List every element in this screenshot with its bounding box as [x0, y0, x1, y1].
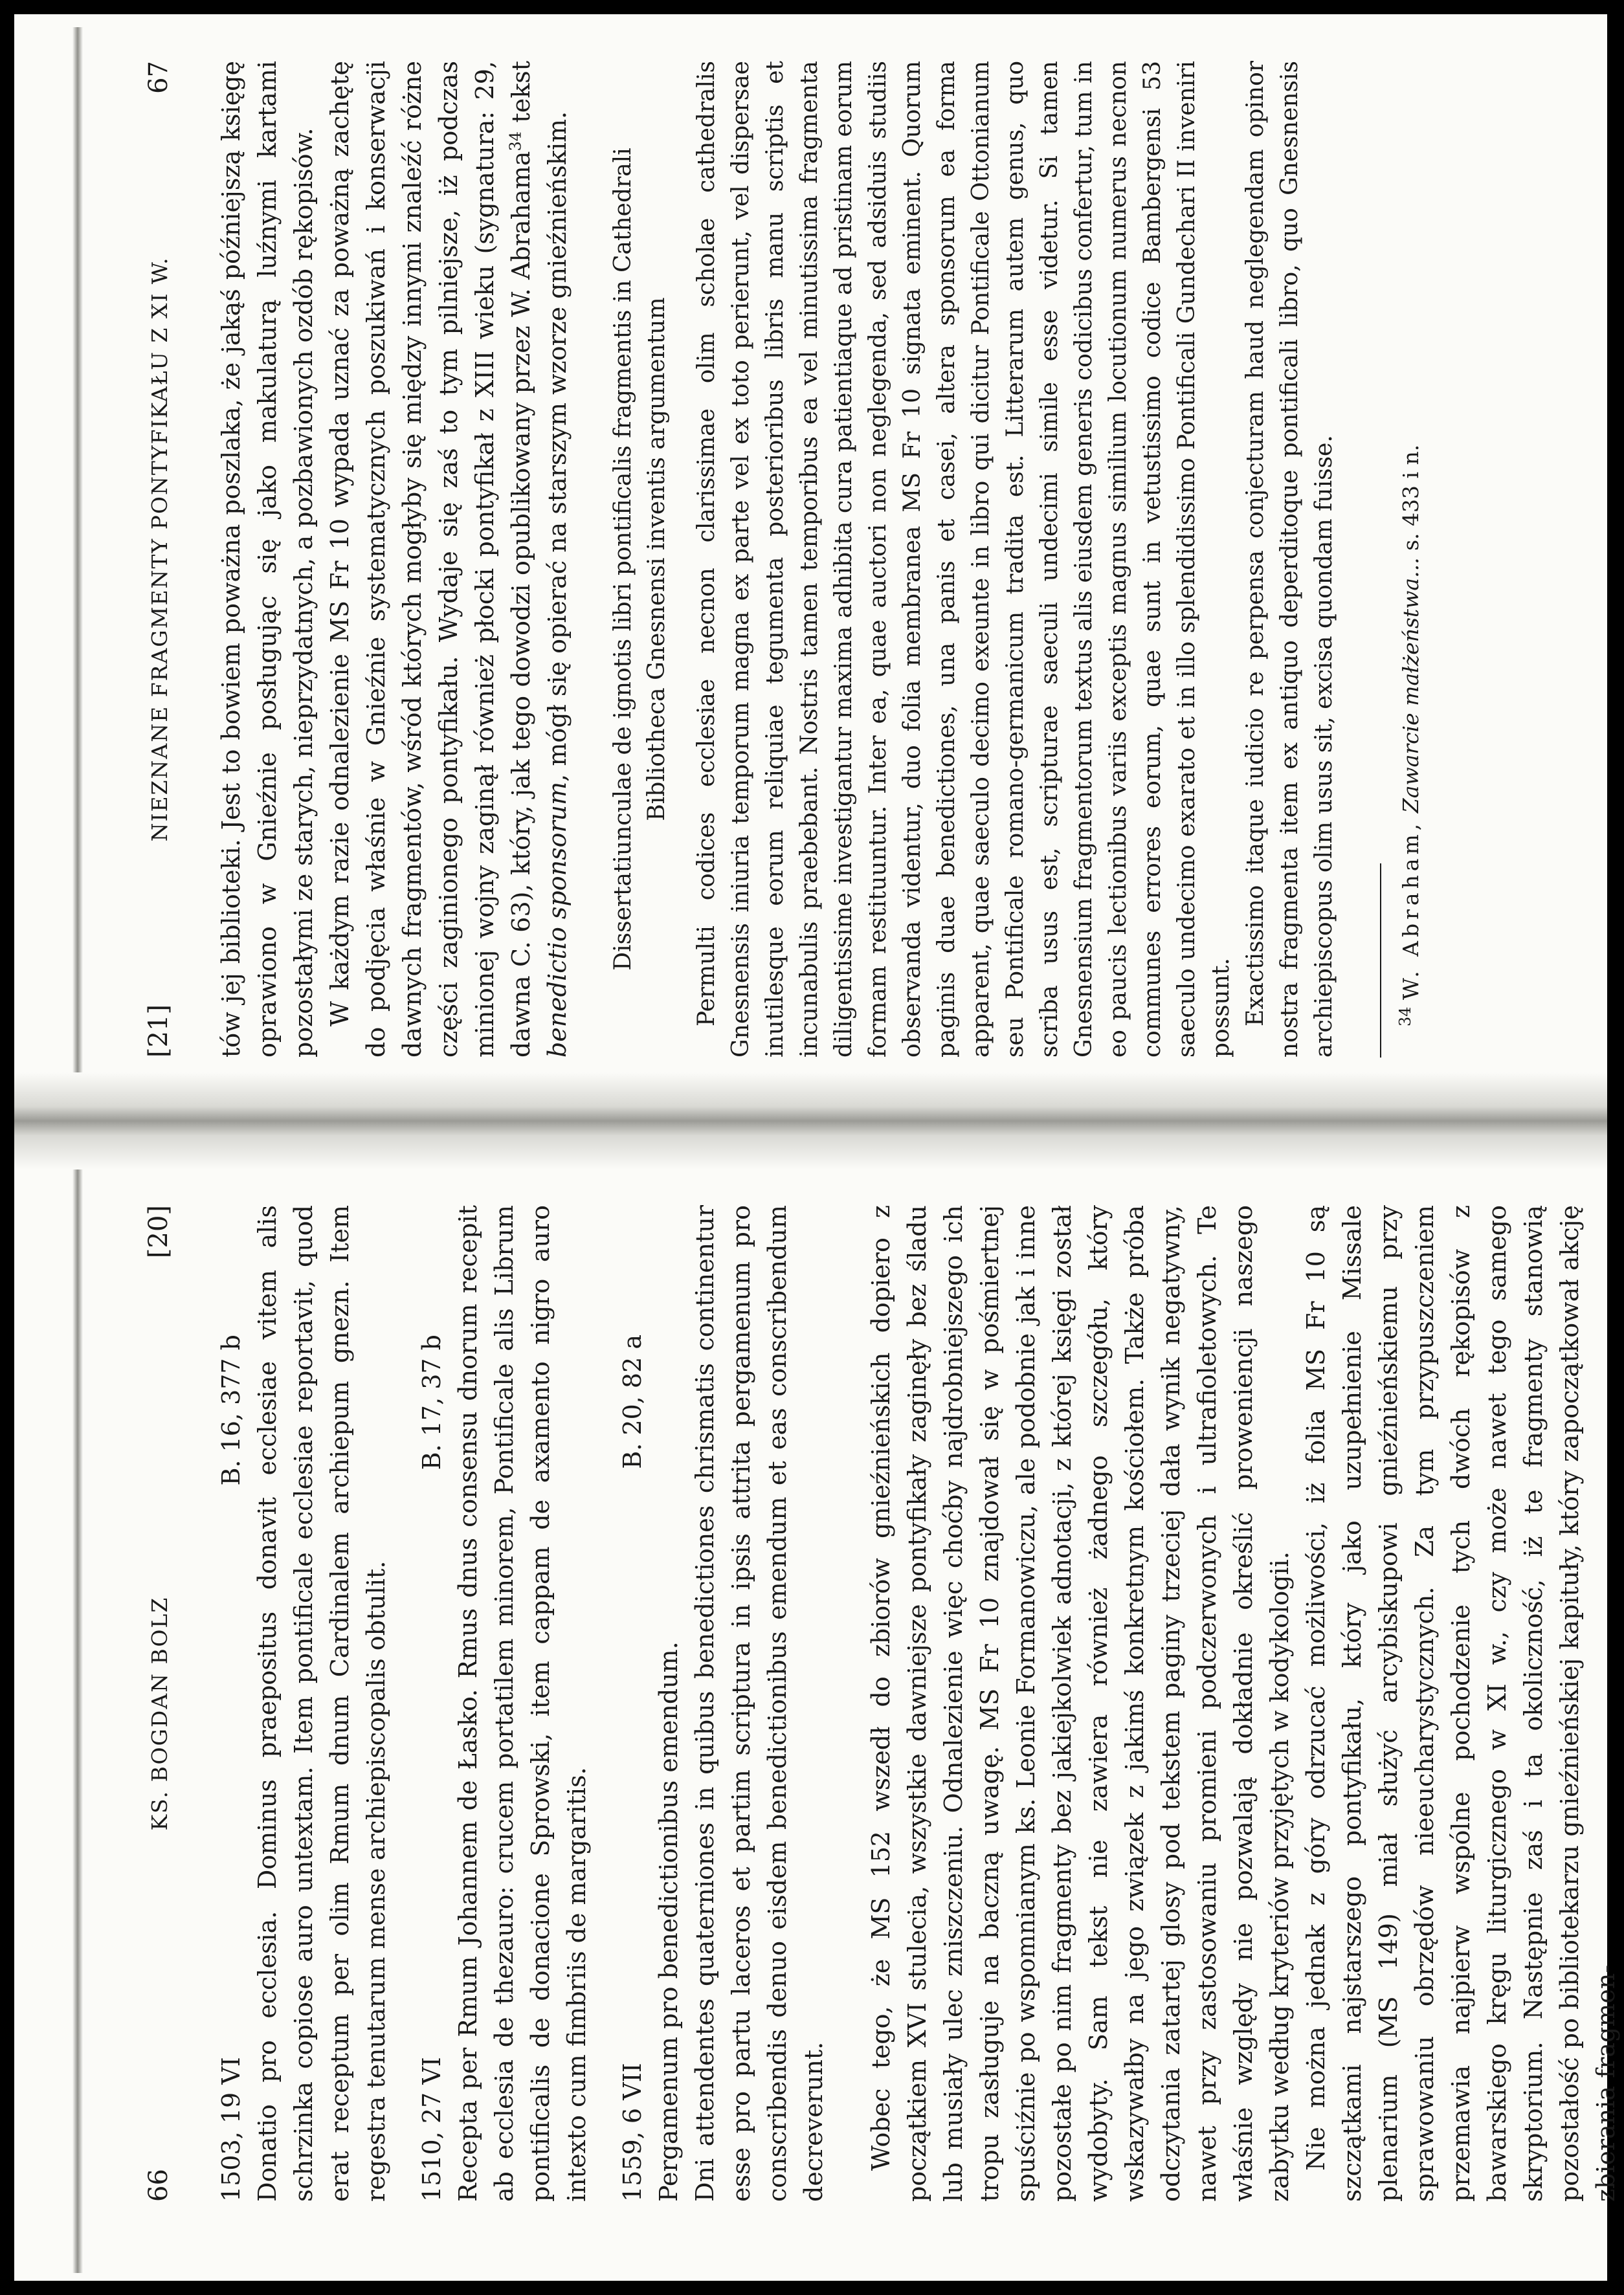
left-page-number: 66: [144, 2169, 173, 2202]
body-paragraph: tów jej biblioteki. Jest to bowiem poważna poszlaka, że jakąś późniejszą księgę oprawiono w Gnieźnie posługując się jako makulaturą luźnymi kartami pozostałymi ze starych, nieprzydatnych, a pozbawionych ozdób rękopisów.: [217, 61, 318, 1058]
archival-entry-2: [414, 1205, 595, 2202]
right-page-number: 67: [144, 61, 173, 94]
entry-date: 1510, 27 VI: [417, 2057, 446, 2202]
footnote-rule: [1380, 863, 1381, 1058]
archival-entry-3: [614, 1205, 832, 2202]
entry-text: Recepta per Rmum Johannem de Łasko. Rmus dnus consensu dnorum recepit ab ecclesia de thezauro: crucem portatilem minorem, Pontificale alis Librum pontificalis de donacione Sprowski, item cappam de axamento nigro auro intexto cum fimbriis de margaritis.: [454, 1205, 591, 2202]
entry-date: 1503, 19 VI: [217, 2057, 245, 2202]
footnote-ref: 34: [506, 131, 525, 151]
right-page: [140, 61, 1441, 1058]
body-paragraph: Nie można jednak z góry odrzucać możliwości, iż folia MS Fr 10 są szczątkami najstarszego pontyfikału, który jako uzupełnienie Missale plenarium (MS 149) miał służyć arcybiskupowi gnieźnieńskiemu przy sprawowaniu obrzędów nieeucharystycznych. Za tym przypuszczeniem przemawia najpierw wspólne pochodzenie tych dwóch rękopisów z bawarskiego kręgu liturgicznego w XI w., czy może nawet tego samego skryptorium. Następnie zaś i ta okoliczność, iż te fragmenty stanowią pozostałość po bibliotekarzu gnieźnieńskiej kapituły, który zapoczątkował akcję zbierania fragmen-: [1302, 1205, 1620, 2202]
body-paragraph: W każdym razie odnalezienie MS Fr 10 wypada uznać za poważną zachętę do podjęcia właśnie w Gnieźnie systematycznych poszukiwań i konserwacji dawnych fragmentów, wśród których mogłyby się między innymi znaleźć różne części zaginionego pontyfikału. Wydaje się zaś to tym pilniejsze, iż podczas minionej wojny zaginął również płocki pontyfikał z XIII wieku (sygnatura: 29, dawna C. 63), który, jak tego dowodzi opublikowany przez W. Abrahama$^{34}$ tekst benedictio sponsorum, mógł się opierać na starszym wzorze gnieźnieńskim.: [326, 61, 572, 1058]
entry-text: Pergamenum pro benedictionibus emendum.: [654, 1641, 683, 2202]
entry-ref: B. 16, 377 b: [217, 1335, 245, 1486]
entry-ref: B. 20, 82 a: [618, 1335, 647, 1469]
entry-text-continued: Dni attendentes quaterniones in quibus benedictiones chrismatis continentur esse pro partu laceros et partim scriptura in ipsis attrita pergamenum pro conscribendis denuo eisdem benedictionibus emendum et eas conscribendum decreverunt.: [691, 1205, 828, 2202]
latin-paragraph: Exactissimo itaque iudicio re perpensa conjecturam haud neglegendam opinor nostra fragmenta item ex antiquo deperditoque pontificali libro, quo Gnesnensis archiepiscopus olim usus sit, excisa quondam fuisse.: [1242, 61, 1337, 1058]
left-running-head: KS. BOGDAN BOLZ: [147, 1596, 172, 1831]
left-bracket-number: [20]: [144, 1205, 173, 1259]
right-bracket-number: [21]: [144, 1004, 173, 1058]
latin-paragraph: Permulti codices ecclesiae necnon clarissimae olim scholae cathedralis Gnesnensis iniuria temporum magna ex parte vel ex toto perierunt, vel dispersae inutilesque eorum reliquiae tegumenta posterioribus libris manu scriptis et incunabulis praebebant. Nostris tamen temporibus ea vel minutissima fragmenta diligentissime investigantur maxima adhibita cura patientiaque ad pristinam eorum formam restituuntur. Inter ea, quae auctori non neglegenda, sed adsiduis studiis observanda videntur, duo folia membranea MS Fr 10 signata eminent. Quorum paginis duae benedictiones, una panis et casei, altera sponsorum ea forma apparent, quae saeculo decimo exeunte in libro qui dicitur Pontificale Ottonianum seu Pontificale romano-germanicum tradita est. Litterarum autem genus, quo scriba usus est, scripturae saeculi undecimi simile esse videtur. Si tamen Gnesnensium fragmentorum textus alis eiusdem generis codicibus confertur, tum in eo paucis lectionibus variis exceptis magnus similium locutionum numerus necnon communes errores eorum, quae sunt in vetustissimo codice Bambergensi 53 saeculo undecimo exarato et in illo splendidissimo Pontificali Gundechari II inveniri possunt.: [693, 61, 1234, 1058]
left-page-header: [140, 1205, 178, 2202]
right-page-header: [140, 61, 178, 1058]
entry-ref: B. 17, 37 b: [417, 1335, 446, 1470]
body-paragraph: Wobec tego, że MS 152 wszedł do zbiorów gnieźnieńskich dopiero z początkiem XVI stulecia, wszystkie dawniejsze pontyfikały zaginęły bez śladu lub musiały ulec zniszczeniu. Odnalezienie więc choćby najdrobniejszego ich tropu zasługuje na baczną uwagę. MS Fr 10 znajdował się w pośmiertnej spuściźnie po wspomnianym ks. Leonie Formanowiczu, ale podobnie jak i inne pozostałe po nim fragmenty bez jakiejkolwiek adnotacji, z której księgi został wydobyty. Sam tekst nie zawiera również żadnego szczegółu, który wskazywałby na jego związek z jakimś konkretnym kościołem. Także próba odczytania zatartej glosy pod tekstem paginy trzeciej dała wynik negatywny, nawet przy zastosowaniu promieni podczerwonych i ultrafioletowych. Te właśnie względy nie pozwalają dokładnie określić proweniencji naszego zabytku według kryteriów przyjętych w kodykologii.: [867, 1205, 1294, 2202]
archival-entry-1: [213, 1205, 394, 2202]
latin-summary-heading: Dissertatiunculae de ignotis libri pontificalis fragmentis in Cathedrali Bibliotheca Gnesnensi inventis argumentum: [610, 148, 670, 971]
left-page: [140, 1205, 1620, 2202]
entry-text: Donatio pro ecclesia. Dominus praepositus donavit ecclesiae vitem alis schrzinka copiose auro untextam. Item pontificale ecclesiae reportavit, quod erat receptum per olim Rmum dnum Cardinalem archiepum gnezn. Item regestra tenutarum mense archiepiscopalis obtulit.: [253, 1205, 390, 2202]
italic-title: benedictio sponsorum: [543, 781, 572, 1058]
book-spine-shadow: [14, 1072, 1607, 1170]
right-running-head: NIEZNANE FRAGMENTY PONTYFIKAŁU Z XI W.: [147, 256, 172, 842]
scanned-book-spread: [14, 14, 1620, 2281]
entry-date: 1559, 6 VII: [618, 2063, 647, 2202]
footnote: $^{34}$ W. Abraham, Zawarcie małżeństwa... s. 433 i n.: [1396, 444, 1423, 1026]
